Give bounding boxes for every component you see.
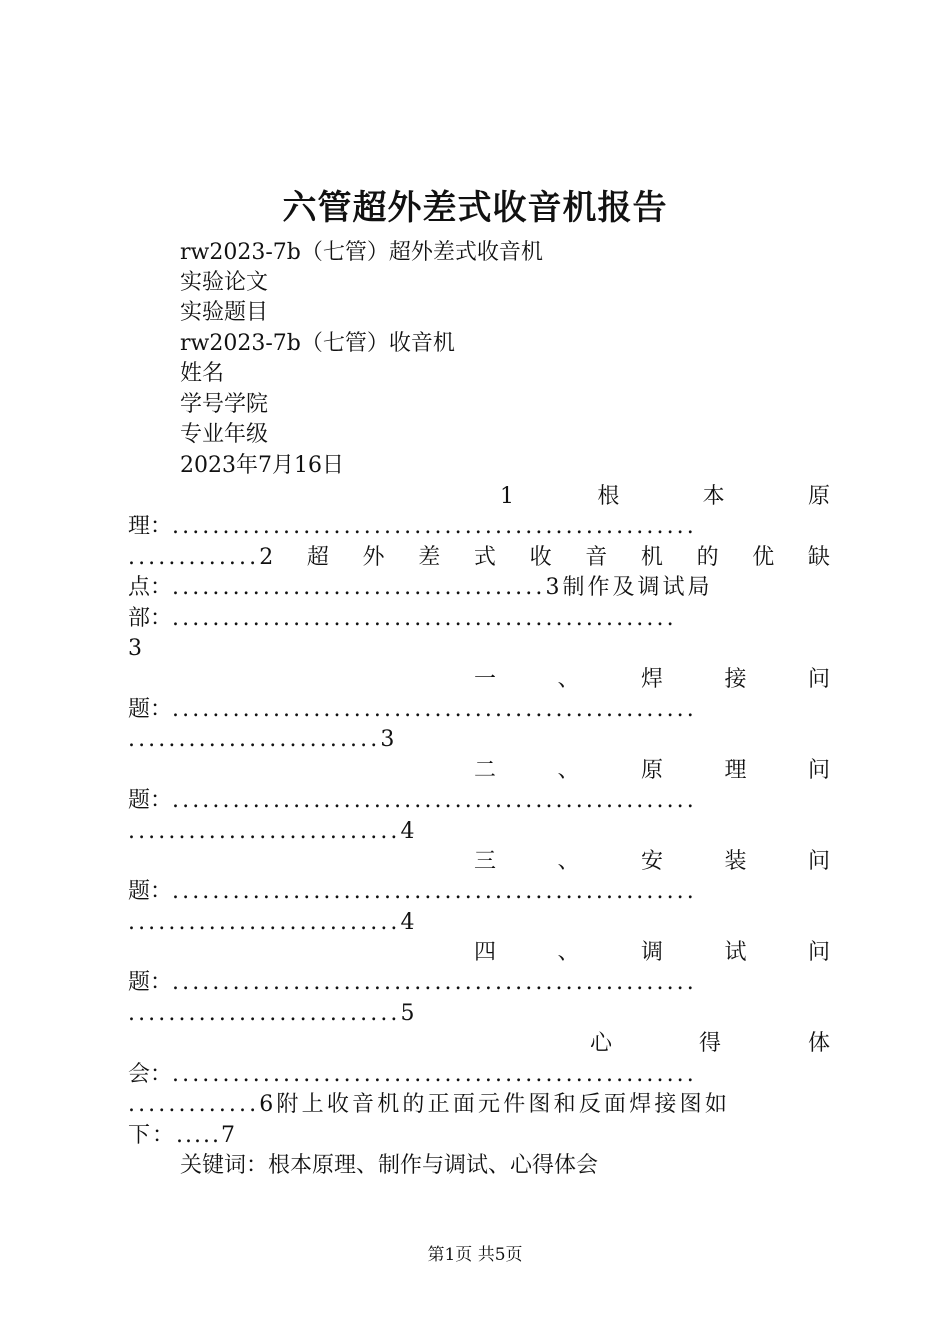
- header-line-topic: 实验题目: [180, 300, 269, 325]
- toc-item-principle-dots: [128, 786, 830, 816]
- toc-word: 焊: [640, 667, 663, 692]
- toc-page-number: 3: [128, 636, 142, 661]
- toc-last-line: [128, 1121, 830, 1151]
- toc-word: 四: [474, 940, 497, 965]
- toc-word: 体: [807, 1031, 830, 1056]
- toc-leader-dots: .........................: [128, 727, 381, 752]
- toc-word: 一: [474, 667, 497, 692]
- toc-leader-dots: ....................................................: [172, 788, 697, 813]
- toc-word: 三: [474, 849, 497, 874]
- toc-word: 心: [590, 1031, 613, 1056]
- toc-page-number: 2: [259, 545, 274, 570]
- toc-line-advantages-dots: [128, 573, 830, 603]
- toc-word: 问: [807, 667, 830, 692]
- toc-page-number: 5: [400, 1001, 415, 1026]
- toc-word: 、: [557, 940, 580, 965]
- toc-word: 二: [474, 758, 497, 783]
- toc-word: 问: [807, 758, 830, 783]
- toc-word: 外: [362, 545, 385, 570]
- toc-word: 接: [724, 667, 747, 692]
- header-line-date: 2023年7月16日: [180, 453, 344, 478]
- toc-item-welding-dots: [128, 695, 830, 725]
- toc-line-production-page: [128, 634, 830, 664]
- toc-leader-dots: ...........................: [128, 910, 401, 935]
- header-line-student-id: 学号学院: [180, 392, 269, 417]
- toc-word: 题：: [128, 970, 173, 995]
- header-line-radio: rw2023-7b（七管）收音机: [180, 331, 455, 356]
- toc-line-advantages: [128, 543, 830, 573]
- toc-item-welding-heading: [128, 665, 830, 695]
- toc-word: 机: [640, 545, 663, 570]
- toc-leader-dots: .............: [128, 545, 260, 570]
- toc-word: 点：: [128, 575, 173, 600]
- toc-leader-dots: ....................................................: [172, 514, 697, 539]
- toc-word: 下：.....7: [128, 1123, 237, 1148]
- toc-word: 超: [306, 545, 329, 570]
- toc-leader-dots: .............: [128, 1092, 260, 1117]
- toc-word: 试: [724, 940, 747, 965]
- toc-leader-dots: ...........................: [128, 1001, 401, 1026]
- toc-word: 6附上收音机的正面元件图和反面焊接图如: [259, 1092, 731, 1117]
- toc-word: 理：: [128, 514, 173, 539]
- keywords-line: 关键词：根本原理、制作与调试、心得体会: [180, 1153, 599, 1178]
- toc-line-principle-dots: [128, 512, 830, 542]
- toc-word: 题：: [128, 697, 173, 722]
- toc-page-number: 4: [400, 910, 415, 935]
- toc-item-install-page: [128, 908, 830, 938]
- header-line-major: 专业年级: [180, 422, 269, 447]
- toc-word: 根: [597, 484, 620, 509]
- toc-word: 问: [807, 849, 830, 874]
- header-line-name: 姓名: [180, 361, 225, 386]
- toc-word: 本: [702, 484, 725, 509]
- toc-item-debug-heading: [128, 938, 830, 968]
- toc-word: 的: [696, 545, 719, 570]
- toc-word: 题：: [128, 788, 173, 813]
- toc-heart-heading: [128, 1029, 830, 1059]
- document-title: 六管超外差式收音机报告: [282, 188, 668, 228]
- toc-item-debug-page: [128, 999, 830, 1029]
- toc-leader-dots: ....................................................: [172, 970, 697, 995]
- toc-item-install-dots: [128, 877, 830, 907]
- toc-leader-dots: ...........................: [128, 819, 401, 844]
- toc-word: 问: [807, 940, 830, 965]
- toc-word: 原: [640, 758, 663, 783]
- toc-leader-dots: .....................................: [172, 575, 546, 600]
- toc-word: 理: [724, 758, 747, 783]
- toc-word: 优: [752, 545, 775, 570]
- toc-item-debug-dots: [128, 968, 830, 998]
- toc-leader-dots: ....................................................: [172, 697, 697, 722]
- toc-word: 调: [640, 940, 663, 965]
- toc-item-principle-page: [128, 817, 830, 847]
- toc-word: 题：: [128, 879, 173, 904]
- toc-word: 差: [418, 545, 441, 570]
- toc-word: 、: [557, 758, 580, 783]
- toc-word: 、: [557, 849, 580, 874]
- toc-line-principle-heading: [128, 482, 830, 512]
- toc-heart-dots: [128, 1060, 830, 1090]
- toc-word: 缺: [807, 545, 830, 570]
- toc-page-number: 3: [380, 727, 395, 752]
- toc-leader-dots: ....................................................: [172, 879, 697, 904]
- toc-item-welding-page: [128, 725, 830, 755]
- toc-leader-dots: ....................................................: [172, 1062, 697, 1087]
- toc-word: 部：: [128, 606, 173, 631]
- toc-word: 原: [807, 484, 830, 509]
- toc-word: 收: [529, 545, 552, 570]
- toc-word: 1: [500, 484, 514, 509]
- toc-word: 、: [557, 667, 580, 692]
- toc-word: 安: [640, 849, 663, 874]
- header-line-paper: 实验论文: [180, 270, 269, 295]
- toc-word: 得: [698, 1031, 721, 1056]
- toc-word: 会：: [128, 1062, 173, 1087]
- toc-leader-dots: ..................................................: [172, 606, 677, 631]
- toc-word: 3制作及调试局: [545, 575, 713, 600]
- toc-word: 装: [724, 849, 747, 874]
- toc-page-number: 4: [400, 819, 415, 844]
- toc-word: 音: [585, 545, 608, 570]
- toc-item-install-heading: [128, 847, 830, 877]
- toc-heart-page: [128, 1090, 830, 1120]
- toc-word: 式: [473, 545, 496, 570]
- toc-item-principle-heading: [128, 756, 830, 786]
- header-line-model: rw2023-7b（七管）超外差式收音机: [180, 240, 543, 265]
- toc-line-production-dots: [128, 604, 830, 634]
- page-footer: 第1页 共5页: [427, 1245, 523, 1265]
